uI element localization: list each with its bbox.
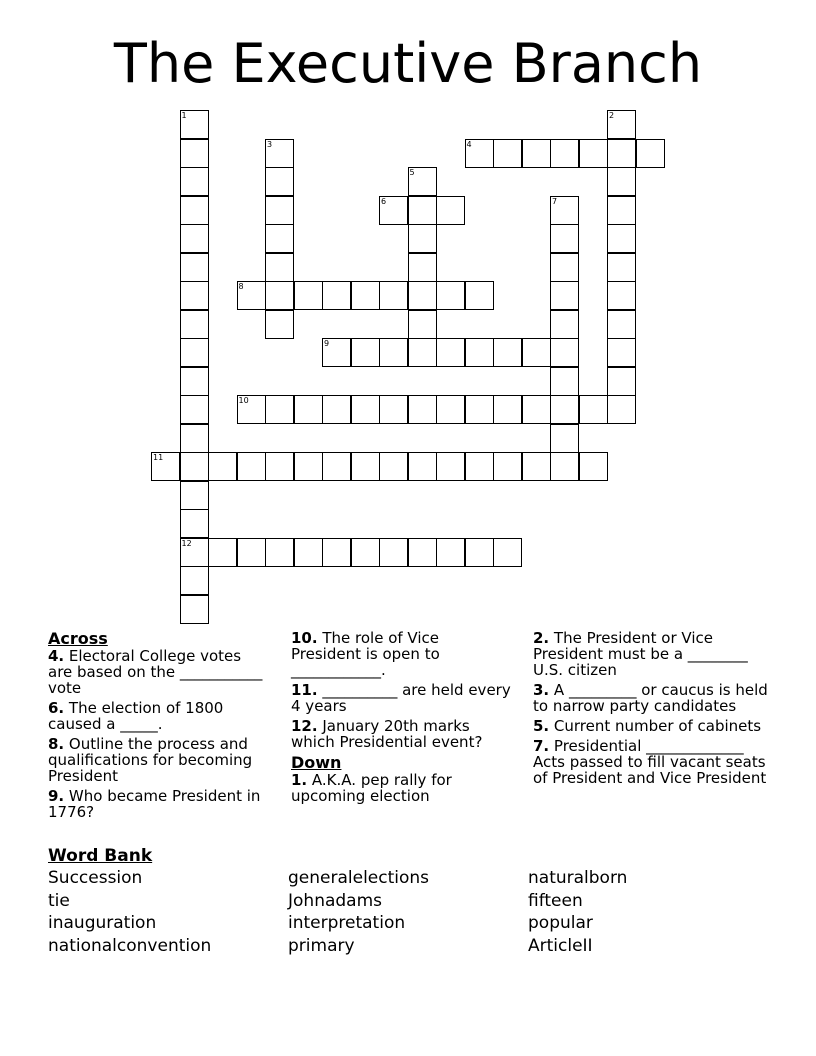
crossword-cell[interactable] <box>294 395 323 424</box>
crossword-cell[interactable] <box>322 538 351 567</box>
crossword-cell[interactable] <box>607 395 636 424</box>
clue-text: The President or Vice President must be a ________ U.S. citizen <box>533 629 748 679</box>
crossword-cell[interactable] <box>436 196 465 225</box>
clue-text: __________ are held every 4 years <box>291 681 511 715</box>
crossword-cell[interactable] <box>522 395 551 424</box>
crossword-cell[interactable] <box>579 139 608 168</box>
clue-number: 1. <box>291 771 308 789</box>
crossword-cell[interactable] <box>208 538 237 567</box>
word-bank-item: nationalconvention <box>48 936 212 957</box>
crossword-cell[interactable] <box>180 253 209 282</box>
crossword-cell[interactable] <box>265 139 294 168</box>
crossword-cell[interactable] <box>351 338 380 367</box>
clue-across-11 <box>291 682 513 714</box>
crossword-cell[interactable] <box>180 509 209 538</box>
crossword-cell[interactable] <box>180 452 209 481</box>
clue-number-label: 10 <box>238 396 249 405</box>
clue-across-8 <box>48 736 270 784</box>
crossword-cell[interactable] <box>322 395 351 424</box>
crossword-cell[interactable] <box>550 196 579 225</box>
crossword-cell[interactable] <box>265 253 294 282</box>
clue-number: 4. <box>48 647 65 665</box>
crossword-cell[interactable] <box>408 196 437 225</box>
crossword-cell[interactable] <box>607 281 636 310</box>
page-title: The Executive Branch <box>113 32 703 95</box>
crossword-cell[interactable] <box>379 538 408 567</box>
crossword-cell[interactable] <box>180 167 209 196</box>
crossword-cell[interactable] <box>180 566 209 595</box>
crossword-cell[interactable] <box>351 395 380 424</box>
clue-text: January 20th marks which Presidential event? <box>291 717 483 751</box>
crossword-cell[interactable] <box>550 338 579 367</box>
clue-number: 12. <box>291 717 318 735</box>
crossword-cell[interactable] <box>522 452 551 481</box>
crossword-cell[interactable] <box>180 110 209 139</box>
crossword-cell[interactable] <box>265 538 294 567</box>
clue-number: 2. <box>533 629 550 647</box>
crossword-cell[interactable] <box>408 167 437 196</box>
crossword-cell[interactable] <box>180 538 209 567</box>
crossword-cell[interactable] <box>550 224 579 253</box>
clue-across-10 <box>291 630 513 678</box>
clue-text: Outline the process and qualifications for becoming President <box>48 735 253 785</box>
clue-number-label: 3 <box>267 139 273 149</box>
crossword-cell[interactable] <box>579 452 608 481</box>
clues-column-1 <box>48 630 270 824</box>
clue-across-6 <box>48 700 270 732</box>
crossword-cell[interactable] <box>208 452 237 481</box>
clue-down-2 <box>533 630 773 678</box>
clue-text: A.K.A. pep rally for upcoming election <box>291 771 452 805</box>
crossword-cell[interactable] <box>408 395 437 424</box>
crossword-cell[interactable] <box>550 139 579 168</box>
crossword-cell[interactable] <box>294 452 323 481</box>
clue-number: 8. <box>48 735 65 753</box>
clue-text: Who became President in 1776? <box>48 787 261 821</box>
clue-number: 7. <box>533 737 550 755</box>
crossword-cell[interactable] <box>351 281 380 310</box>
crossword-cell[interactable] <box>465 452 494 481</box>
across-heading: Across <box>48 629 108 648</box>
crossword-cell[interactable] <box>265 452 294 481</box>
clue-number: 3. <box>533 681 550 699</box>
clue-number: 9. <box>48 787 65 805</box>
crossword-cell[interactable] <box>522 139 551 168</box>
crossword-cell[interactable] <box>493 452 522 481</box>
crossword-cell[interactable] <box>237 281 266 310</box>
clue-text: Electoral College votes are based on the ___________ vote <box>48 647 263 697</box>
word-bank-heading: Word Bank <box>48 846 153 866</box>
word-bank-column-1 <box>48 867 211 958</box>
crossword-cell[interactable] <box>408 310 437 339</box>
crossword-cell[interactable] <box>550 281 579 310</box>
crossword-cell[interactable] <box>379 395 408 424</box>
crossword-cell[interactable] <box>607 167 636 196</box>
crossword-cell[interactable] <box>436 281 465 310</box>
clue-across-12 <box>291 718 513 750</box>
crossword-cell[interactable] <box>322 452 351 481</box>
crossword-cell[interactable] <box>180 595 209 624</box>
crossword-cell[interactable] <box>265 224 294 253</box>
clue-number-label: 5 <box>409 168 415 177</box>
crossword-cell[interactable] <box>493 538 522 567</box>
crossword-cell[interactable] <box>607 310 636 339</box>
word-bank-column-3 <box>528 867 627 958</box>
crossword-cell[interactable] <box>180 139 209 168</box>
word-bank-item: ArticleII <box>528 936 593 957</box>
crossword-cell[interactable] <box>265 310 294 339</box>
clues-column-2 <box>291 630 513 808</box>
clue-down-3 <box>533 682 773 714</box>
crossword-cell[interactable] <box>294 538 323 567</box>
crossword-cell[interactable] <box>351 538 380 567</box>
crossword-cell[interactable] <box>180 224 209 253</box>
clue-text: The election of 1800 caused a _____. <box>48 699 224 733</box>
crossword-cell[interactable] <box>550 310 579 339</box>
word-bank-item: popular <box>528 913 593 934</box>
clue-number-label: 12 <box>181 538 192 548</box>
crossword-cell[interactable] <box>436 338 465 367</box>
clue-across-9 <box>48 788 270 820</box>
crossword-cell[interactable] <box>322 338 351 367</box>
clue-down-7 <box>533 738 773 786</box>
crossword-cell[interactable] <box>265 395 294 424</box>
crossword-cell[interactable] <box>465 538 494 567</box>
crossword-cell[interactable] <box>436 452 465 481</box>
crossword-cell[interactable] <box>237 395 266 424</box>
clue-text: Presidential _____________ Acts passed to fill vacant seats of President and Vice President <box>533 737 767 787</box>
crossword-cell[interactable] <box>550 395 579 424</box>
crossword-cell[interactable] <box>265 167 294 196</box>
crossword-cell[interactable] <box>465 395 494 424</box>
crossword-cell[interactable] <box>493 338 522 367</box>
crossword-cell[interactable] <box>436 538 465 567</box>
crossword-cell[interactable] <box>180 481 209 510</box>
crossword-cell[interactable] <box>265 196 294 225</box>
crossword-cell[interactable] <box>436 395 465 424</box>
crossword-cell[interactable] <box>607 253 636 282</box>
crossword-cell[interactable] <box>180 395 209 424</box>
clue-down-1 <box>291 772 513 804</box>
clue-text: Current number of cabinets <box>549 717 762 735</box>
clues-column-3 <box>533 630 773 790</box>
crossword-cell[interactable] <box>180 310 209 339</box>
clue-number: 11. <box>291 681 318 699</box>
word-bank-item: primary <box>288 936 355 957</box>
down-heading: Down <box>291 753 342 772</box>
crossword-cell[interactable] <box>493 139 522 168</box>
crossword-cell[interactable] <box>607 196 636 225</box>
word-bank-item: generalelections <box>288 868 430 888</box>
clue-number-label: 11 <box>153 453 164 462</box>
crossword-cell[interactable] <box>408 538 437 567</box>
crossword-cell[interactable] <box>237 452 266 481</box>
crossword-cell[interactable] <box>408 281 437 310</box>
crossword-cell[interactable] <box>607 367 636 396</box>
crossword-cell[interactable] <box>151 452 180 481</box>
clue-number-label: 6 <box>381 196 387 206</box>
clue-number: 6. <box>48 699 65 717</box>
crossword-cell[interactable] <box>237 538 266 567</box>
clue-number-label: 2 <box>609 111 615 120</box>
crossword-cell[interactable] <box>408 224 437 253</box>
clue-number-label: 8 <box>238 282 244 291</box>
crossword-cell[interactable] <box>180 281 209 310</box>
clue-number-label: 4 <box>466 139 472 149</box>
crossword-cell[interactable] <box>607 139 636 168</box>
clue-across-4 <box>48 648 270 696</box>
clue-text: The role of Vice President is open to ____________. <box>291 629 440 679</box>
crossword-cell[interactable] <box>465 281 494 310</box>
crossword-cell[interactable] <box>408 338 437 367</box>
crossword-cell[interactable] <box>379 452 408 481</box>
crossword-cell[interactable] <box>351 452 380 481</box>
crossword-cell[interactable] <box>550 452 579 481</box>
crossword-cell[interactable] <box>493 395 522 424</box>
crossword-cell[interactable] <box>265 281 294 310</box>
crossword-cell[interactable] <box>180 196 209 225</box>
crossword-cell[interactable] <box>180 424 209 453</box>
clue-down-5 <box>533 718 773 734</box>
crossword-cell[interactable] <box>550 253 579 282</box>
crossword-cell[interactable] <box>379 338 408 367</box>
word-bank-item: fifteen <box>528 890 583 911</box>
crossword-cell[interactable] <box>379 196 408 225</box>
crossword-cell[interactable] <box>465 338 494 367</box>
crossword-cell[interactable] <box>180 338 209 367</box>
clue-number: 5. <box>533 717 550 735</box>
crossword-cell[interactable] <box>379 281 408 310</box>
crossword-cell[interactable] <box>408 452 437 481</box>
word-bank-item: Johnadams <box>288 890 383 911</box>
word-bank-item: interpretation <box>288 913 406 934</box>
clue-number: 10. <box>291 629 318 647</box>
word-bank-item: naturalborn <box>528 868 628 888</box>
clue-number-label: 9 <box>324 339 330 348</box>
crossword-cell[interactable] <box>294 281 323 310</box>
crossword-cell[interactable] <box>607 110 636 139</box>
word-bank-item: Succession <box>48 868 143 888</box>
crossword-cell[interactable] <box>408 253 437 282</box>
crossword-cell[interactable] <box>180 367 209 396</box>
crossword-cell[interactable] <box>579 395 608 424</box>
crossword-cell[interactable] <box>322 281 351 310</box>
clue-text: A _________ or caucus is held to narrow party candidates <box>533 681 768 715</box>
clue-number-label: 7 <box>552 196 558 206</box>
crossword-cell[interactable] <box>522 338 551 367</box>
word-bank-column-2 <box>288 867 429 958</box>
word-bank-item: tie <box>48 890 70 911</box>
crossword-cell[interactable] <box>465 139 494 168</box>
crossword-cell[interactable] <box>636 139 665 168</box>
crossword-cell[interactable] <box>607 224 636 253</box>
crossword-cell[interactable] <box>607 338 636 367</box>
clue-number-label: 1 <box>181 111 187 120</box>
word-bank-item: inauguration <box>48 913 157 934</box>
crossword-cell[interactable] <box>550 424 579 453</box>
crossword-cell[interactable] <box>550 367 579 396</box>
